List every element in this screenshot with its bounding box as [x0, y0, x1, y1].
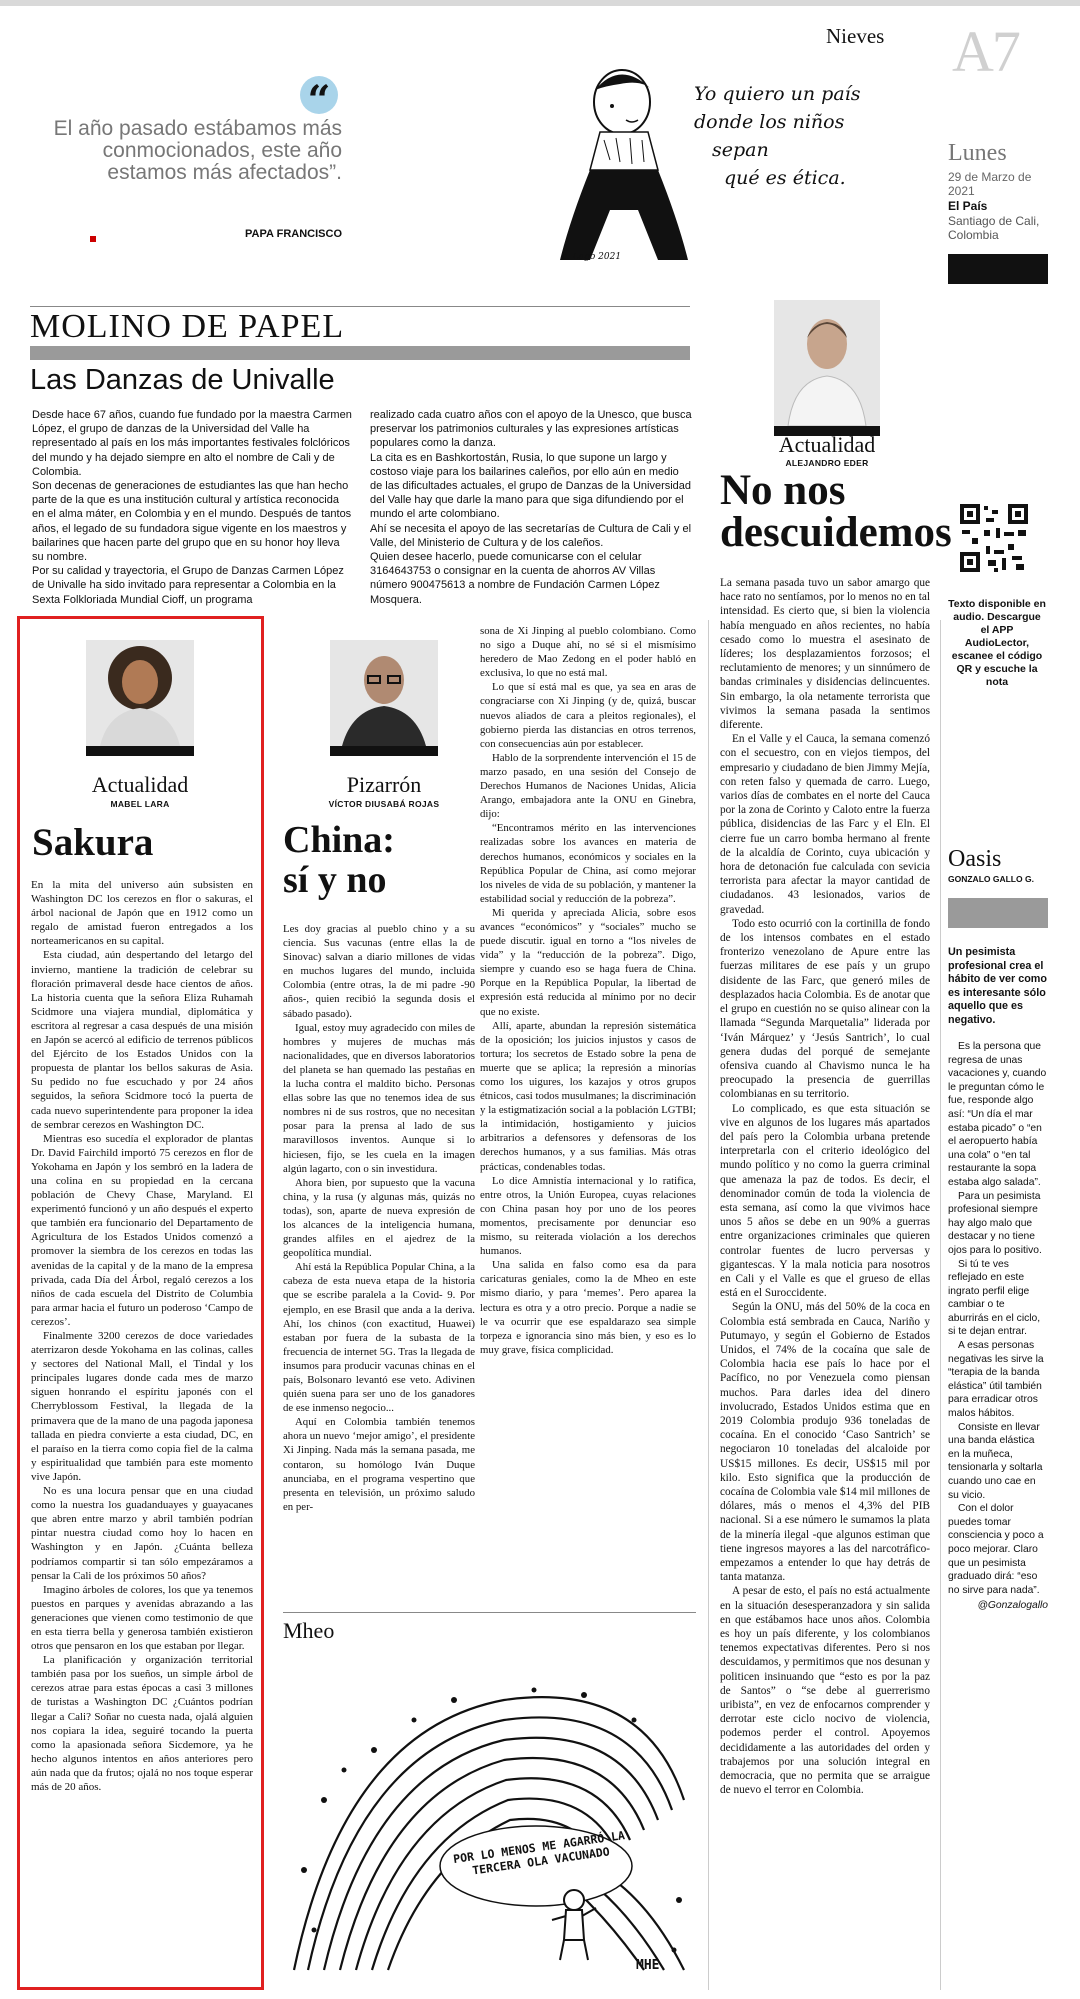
nieves-signature: c. Lago 2021 — [562, 252, 622, 262]
paragraph: La semana pasada tuvo un sabor amargo que hace rato no sentíamos, por lo menos no en tal intensidad. Es cierto que, si bien la violencia había menguado en años recientes, no había cesado como lo muestra el asesinato de líderes; los desplazamientos forzosos; el reclutamiento de menores; y un sinnúmero de bandas criminales y disidencias delincuentes. Sin embargo, la ola netamente terrorista que vivimos la semana pasada la sentimos diferente. — [720, 577, 930, 732]
paragraph: Ahora bien, por supuesto que la vacuna china, y la rusa (y algunas más, quizás no todas), son, aparte de nueva expresión de los alcances de la inteligencia humana, grandes alfiles en el ajedrez de la geopolítica mundial. — [283, 1176, 475, 1260]
section-name: Nieves — [826, 24, 885, 48]
mheo-rule — [283, 1612, 696, 1613]
molino-top-rule — [30, 306, 690, 307]
paragraph: Desde hace 67 años, cuando fue fundado por la maestra Carmen López, el grupo de danzas de la Universidad del Valle ha representado al país en los más importantes festivales folclóricos del mundo y ha dejado siempre en alto el nombre de Cali y de Colombia. — [32, 409, 352, 478]
paragraph: A pesar de esto, el país no está actualmente en la situación desesperanzadora y sin salida en que estábamos hace unos años. Colombia es hoy un país diferente, y los colombianos tenemos expectativas diferentes. Pero si nos descuidamos, y permitimos que nos desunan y politicen insinuando que “esto es por la paz de Santos” o “se debe al guerrerismo uribista”, en vez de enfocarnos comprender y derrotar este ciclo nocivo de violencia, podemos perder el control. Apoyemos decididamente a las autoridades del orden y trabajemos por una solución integral en democracia, que no permita que se arraigue de nuevo el terror en Colombia. — [720, 1585, 930, 1797]
paragraph: Consiste en llevar una banda elástica en la muñeca, tensionarla y soltarla cuando uno cae en su vicio. — [948, 1421, 1043, 1501]
paragraph: “Encontramos mérito en las intervenciones realizadas sobre los avances en materia de derechos humanos, económicos y sociales en la República Popular de China, así como mejorar los niveles de vida de su población, y mantener la estabilidad social y reducción de la pobreza”. — [480, 822, 696, 905]
header-black-bar — [948, 254, 1048, 284]
lara-portrait-icon — [86, 640, 194, 746]
paragraph: Una salida en falso como esa da para caricaturas geniales, como la de Mheo en este mismo diario, y para ‘memes’. Pero aparea la lectura es otra y a otro precio. Porque a nadie se le va ocurrir que ese espaldarazo sea simple torpeza e ignorancia sino más bien, y eso es lo muy grave, física complicidad. — [480, 1259, 696, 1356]
molino-gray-bar — [30, 346, 690, 360]
paragraph: Es la persona que regresa de unas vacaciones y, cuando le preguntan cómo le fue, responde algo así: “Un día el mar estaba picado” o “en el aeropuerto había una cola” o “en tal restaurante la sopa estaba algo salada”. — [948, 1041, 1047, 1188]
paragraph: Aquí en Colombia también tenemos ahora un nuevo ‘mejor amigo’, el presidente Xi Jinping. Nada más la semana pasada, me contaron, su homólogo Iván Duque anunciaba, en el programa vespertino que presenta en televisión, un próximo saludo en per- — [283, 1416, 475, 1513]
paragraph: Ahí está la República Popular China, a la cabeza de esta nueva etapa de la historia que se escribe paralela a la Covid- 9. Por ejemplo, en ese Brasil que anda a la deriva. Ahí, los chinos (con exactitud, Huawei) estaban por fuera de la subasta de la frecuencia de internet 5G. Tras la llegada de insumos para producir vacunas chinas en el país, Bolsonaro levantó ese veto. Adivinen quién suena para ser uno de los ganadores de ese inmenso negocio... — [283, 1261, 475, 1415]
quote-text: El año pasado estábamos más conmocionados, este año estamos más afectados”. — [53, 117, 342, 184]
mheo-cartoon-illustration — [284, 1650, 696, 1986]
city-label: Santiago de Cali, Colombia — [948, 214, 1040, 242]
diusaba-author: VÍCTOR DIUSABÁ ROJAS — [328, 799, 440, 809]
diusaba-headline — [283, 820, 395, 900]
publisher-label: El País — [948, 199, 988, 213]
diusaba-headline-line: China: — [283, 819, 395, 861]
qr-note: Texto disponible en audio. Descargue el APP AudioLector, escanee el código QR y escuche la nota — [948, 598, 1046, 688]
paragraph: Esta ciudad, aún despertando del letargo del invierno, mantiene la tradición de celebrar su floración primaveral desde hace cientos de años. La historia cuenta que la señora Eliza Ruhamah Scidmore una viajera mundial, diplomática y escritora al regresar a casa después de una misión en Japón se acercó al edificio de terrenos públicos del Ejército de los Estados Unidos con la propuesta de plantar los bellos sakuras de Asia. Su pedido no fue escuchado y por 24 años seguidos, la señora Scidmore tocó la puerta de cada nuevo superintendente para proponer la idea de sembrar cerezos en Washington DC. — [31, 949, 253, 1131]
eder-portrait-icon — [774, 300, 880, 426]
paragraph: Según la ONU, más del 50% de la coca en Colombia está sembrada en Cauca, Nariño y Putumayo, y según el Gobierno de Estados Unidos, el 74% de la cocaína que sale de Colombia hacia ese país lo hace por el Pacífico, no por Venezuela como piensan muchos. Para darles idea del dinero involucrado, Estados Unidos estima que en 2019 Colombia produjo 936 toneladas de cocaína. En el conocido ‘Caso Santrich’ se negociaron 10 toneladas del alcaloide por US$15 millones. Es decir, US$15 mil por kilo. Esto significa que la producción de cocaína de Colombia vale $14 mil millones de dólares, más o menos el 4,3% del PIB nacional. Si a ese número le sumamos la plata de la minería ilegal -que algunos estiman que tiene ingresos mayores a las del narcotráfico- empezamos a entender lo que hay detrás de tanta matanza. — [720, 1301, 930, 1584]
oasis-signature: @Gonzalogallo — [977, 1600, 1048, 1612]
paragraph: Son decenas de generaciones de estudiantes las que han hecho parte de la que es una institución cultural y artística reconocida en el alma máter, en Colombia y en el mundo. Después de tantos años, el legado de su fundadora sigue vigente en los maestros y bailarines que hacen parte del grupo que en su honor hoy lleva su nombre. — [32, 480, 352, 564]
paragraph: Les doy gracias al pueblo chino y a su ciencia. Sus vacunas (entre ellas la de Sinovac) salvan a diario millones de vidas en muchos lugares del mundo, incluida Colombia (entre otras, la de mi padre -90 años-, quien recibió la segunda dosis el sábado pasado). — [283, 923, 475, 1020]
paragraph: Para un pesimista profesional siempre hay algo malo que destacar y no tiene ojos para lo positivo. — [948, 1190, 1042, 1256]
paragraph: La planificación y organización territorial también pasa por los sueños, un simple árbol de cerezos atrae para estas épocas a casi 3 millones de turistas a Washington DC ¿Cuántos podrían llegar a Cali? Soñar no cuesta nada, ojalá alguien nos copiara la idea, seguiré tocando la puerta como la apasionada señora Sicdemore, ya he hecho algunos intentos en años anteriores pero aún nada que da frutos; ojalá no nos toque esperar más de 20 años. — [31, 1654, 253, 1793]
molino-section-title: MOLINO DE PAPEL — [30, 308, 345, 345]
nieves-cartoon-figure — [560, 60, 690, 270]
lara-photo — [86, 640, 194, 756]
molino-col-2 — [370, 408, 692, 616]
paragraph: Ahí se necesita el apoyo de las secretarías de Cultura de Cali y el Valle, del Ministerio de Cultura y de los caleños. — [370, 522, 692, 549]
paragraph: Mientras eso sucedía el explorador de plantas Dr. David Fairchild importó 75 cerezos en flor de Yokohama en Japón y los sembró en la ladera de una colina en su propiedad en la cercana población de Chevy Chase, Maryland. El experimentó funcionó y un año después el experto que también era funcionario del Departamento de Agricultura de los Estados Unidos comenzó a promover la siembra de los cerezos en todas las avenidas de la capital y de la mano de la empresa privada, cada Día del Árbol, regaló cerezos a los niños de cada escuela del Distrito de Columbia para armar hacia el futuro un poderoso ‘Campo de cerezos’. — [31, 1132, 253, 1328]
quote-mark-icon: “ — [300, 76, 338, 114]
column-rule — [708, 620, 709, 1990]
column-rule — [940, 620, 941, 1990]
lara-section-label: Actualidad — [91, 772, 189, 797]
handwriting-line: qué es ética. — [724, 167, 846, 189]
paragraph: Con el dolor puedes tomar consciencia y poco a poco mejorar. Claro que un pesimista graduado dirá: “eso no sirve para nada”. — [948, 1503, 1044, 1596]
handwriting-line: sepan — [712, 139, 769, 161]
paragraph: Por su calidad y trayectoria, el Grupo de Danzas Carmen López de Univalle ha sido invitado para representar a Colombia en la Sexta Folkloriada Mundial Cioff, un programa — [32, 565, 344, 606]
mheo-speech-bubble: POR LO MENOS ME AGARRÓ LA TERCERA OLA VACUNADO — [452, 1828, 626, 1878]
paragraph: Mi querida y apreciada Alicia, sobre esos avances “económicos” y “sociales” mucho se puede discutir. igual en torno a “los niveles de vida” y la “reducción de la pobreza”. Digo, siempre y cuando eso se haga fuera de China. Porque en la República Popular, la libertad de expresión está reducida al mínimo por no decir que no existe. — [480, 906, 696, 1018]
eder-section-label: Actualidad — [778, 432, 876, 457]
lara-body — [31, 878, 253, 1978]
nieves-handwriting — [694, 80, 860, 192]
page-number: A7 — [952, 19, 1019, 84]
handwriting-line: donde los niños — [694, 111, 845, 133]
paragraph: Hablo de la sorprendente intervención el 15 de marzo pasado, en una sesión del Consejo de Derechos Humanos de Naciones Unidas, Alicia Arango, embajadora ante la ONU en Ginebra, dijo: — [480, 751, 696, 821]
diusaba-col-2 — [480, 624, 696, 1602]
eder-body — [720, 576, 930, 1996]
paragraph: A esas personas negativas les sirve la “terapia de la banda elástica” útil también para erradicar otros malos hábitos. — [948, 1340, 1044, 1420]
paragraph: Quien desee hacerlo, puede comunicarse con el celular 3164643753 o consignar en la cuenta de ahorros AV Villas número 900475613 a nombre de Fundación Carmen López Mosquera. — [370, 551, 660, 606]
molino-col-1 — [32, 408, 352, 616]
oasis-author: GONZALO GALLO G. — [948, 874, 1034, 884]
paragraph: En la mita del universo aún subsisten en Washington DC los cerezos en flor o sakuras, el árbol nacional de Japón que en 1912 como un regalo de amistad fueron entregados a los norteamericanos en su capital. — [31, 879, 253, 948]
paragraph: La cita es en Bashkortostán, Rusia, lo que supone un largo y costoso viaje para los bailarines caleños, por ello aún en medio de las dificultades actuales, el grupo de Danzas de la Universidad del Valle hay que darle la mano para que siga difundiendo por el mundo el arte colombiano. — [370, 451, 692, 521]
lara-author: MABEL LARA — [110, 799, 170, 809]
paragraph: Lo dice Amnistía internacional y lo ratifica, entre otros, la Unión Europea, cuyas relaciones con China pasan hoy por uno de los peores momentos, precisamente por denunciar eso mismo, su reiterada violación a los derechos humanos. — [480, 1174, 696, 1258]
eder-author: ALEJANDRO EDER — [785, 458, 869, 468]
paragraph: Lo que sí está mal es que, ya sea en aras de congraciarse con Xi Jinping (y de, quizá, buscar nuevos aliados de cara a pleitos regionales), el gobierno pierda las distancias en otros terrenos, con consecuencias aún por establecer. — [480, 681, 696, 750]
diusaba-headline-line: sí y no — [283, 859, 387, 901]
oasis-body — [948, 1040, 1048, 1780]
quote-author: PAPA FRANCISCO — [245, 228, 342, 240]
top-bar — [0, 0, 1080, 6]
molino-headline: Las Danzas de Univalle — [30, 364, 335, 396]
date-label: 29 de Marzo de 2021 — [948, 170, 1032, 198]
handwriting-line: Yo quiero un país — [694, 83, 861, 105]
mheo-signature: MHE — [636, 1958, 660, 1973]
paragraph: Allí, aparte, abundan la represión sistemática de la oposición; los juicios injustos y casos de tortura; los secretos de Estado sobre la pena de muerte que se aplica; la represión a minorías como los uigures, los kazajos y otros grupos étnicos, casi todos musulmanes; la discriminación y la estigmatización social a la población LGTBI; la intimidación, hostigamiento y juicios arbitrarios a defensores y defensoras de los derechos humanos, y a sus familias. Más otras prácticas, condenables todas. — [480, 1019, 696, 1173]
lara-headline: Sakura — [32, 821, 154, 864]
day-label: Lunes — [948, 140, 1007, 166]
oasis-gray-bar — [948, 898, 1048, 928]
mheo-title: Mheo — [283, 1618, 335, 1643]
paragraph: Todo esto ocurrió con la cortinilla de fondo de los intensos combates en el estado fronterizo venezolano de Apure entre las fuerzas militares de ese país y un grupo disidente de las Farc, que generó miles de desplazados hacia Colombia. Es de anotar que el grupo en cuestión no se quiso alinear con la llamada “Segunda Marquetalia” liderada por ‘Iván Márquez’ y ‘Jesús Santrich’, lo cual genera dudas del porqué de semejante ofensiva cuando al Chavismo nunca le ha preocupado la presencia de guerrillas colombianas en su territorio. — [720, 917, 930, 1101]
diusaba-photo — [330, 640, 438, 756]
oasis-intro: Un pesimista profesional crea el hábito de ver como es interesante sólo aquello que es negativo. — [948, 946, 1047, 1026]
paragraph: Igual, estoy muy agradecido con miles de hombres y mujeres de muchas más nacionalidades, que en diversos laboratorios del planeta se han quemado las pestañas en la lucha contra el maldito bicho. Personas ellas sobre las que no tenemos idea de sus nombres ni de sus rostros, que no necesitan posar para la prensa al lado de sus maravillosos inventos. Aunque si lo hiciesen, fijo, se les cuela en la imagen algún lagarto, con o sin investidura. — [283, 1021, 475, 1175]
paragraph: Lo complicado, es que esta situación se vive en algunos de los lugares más apartados del país pero la Colombia urbana pretende interpretarla con el criterio ideológico del mundo político y no como la guerra criminal que amenaza la paz de todos. Es decir, el denominador común de toda la violencia de esta semana, así como la que vivimos hace unos 5 años se debe en un 90% a guerras entre organizaciones criminales que quieren controlar fuentes de lucro perversas y gigantescas. Y la mala noticia para nosotros en Cali y el Valle es que el grueso de ellas está en el Suroccidente. — [720, 1102, 930, 1300]
diusaba-portrait-icon — [330, 640, 438, 746]
diusaba-section-label: Pizarrón — [346, 772, 422, 797]
qr-code-icon[interactable] — [958, 502, 1030, 574]
paragraph: Imagino árboles de colores, los que ya tenemos puestos en parques y avenidas abrazando a las generaciones que vienen como testimonio de que en esta tierra bella y generosa también existieron otros que pensaron en los que estaban por llegar. — [31, 1583, 253, 1653]
paragraph: Si tú te ves reflejado en este ingrato perfil elige cambiar o te aburrirás en el ciclo, si te dejan entrar. — [948, 1258, 1041, 1338]
quote-red-square — [90, 236, 96, 242]
eder-photo — [774, 300, 880, 436]
paragraph: realizado cada cuatro años con el apoyo de la Unesco, que busca preservar los patrimonios culturales y las expresiones artísticas populares como la danza. — [370, 409, 692, 450]
diusaba-col-1 — [283, 922, 475, 1602]
paragraph: sona de Xi Jinping al pueblo colombiano. Como no sigo a Duque ahí, no sé si el mismísimo heredero de Mao Zedong en el poder habló en exclusiva, lo que no está mal. — [480, 625, 696, 680]
paragraph: En el Valle y el Cauca, la semana comenzó con el secuestro, con en viejos tiempos, del empresario y ciudadano de bien Jimmy Mejía, con reten falso y quemada de carro. Luego, varios días de combates en el norte del Cauca por la zona de Corinto y Caloto entre la fuerza pública, disidencias de las Farc y el Eln. El cierre fue un carro bomba hermano al frente de la alcaldía de Corinto, cuya ubicación y hora de detonación fue calculada con sevicia terrorista para afectar la mayor cantidad de ciudadanos. 43 lesionados, varios de gravedad. — [720, 733, 930, 916]
paragraph: Finalmente 3200 cerezos de doce variedades aterrizaron desde Yokohama en las colinas, calles y sectores del National Mall, el Tindal y los principales lugares donde cada mes de marzo siguen honrando el espíritu japonés con el Cherryblossom Festival, la llegada de la primavera que de la mano de una pagoda japonesa tallada en piedra convierte a esta ciudad, DC, en el paraíso en la tierra como copia fiel de la calma y espiritualidad que también para este momento vive Japón. — [31, 1330, 253, 1483]
oasis-title: Oasis — [948, 846, 1002, 872]
paragraph: No es una locura pensar que en una ciudad como la nuestra los guadanduayes y guayacanes que abren entre marzo y abril también podrían pintar nuestra ciudad como hoy lo hacen en Washington y en Japón. ¿Cuánta belleza podríamos compartir si tan sólo empezáramos a pensar la Cali de los próximos 50 años? — [31, 1485, 253, 1582]
eder-headline: No nos descuidemos — [720, 467, 952, 556]
